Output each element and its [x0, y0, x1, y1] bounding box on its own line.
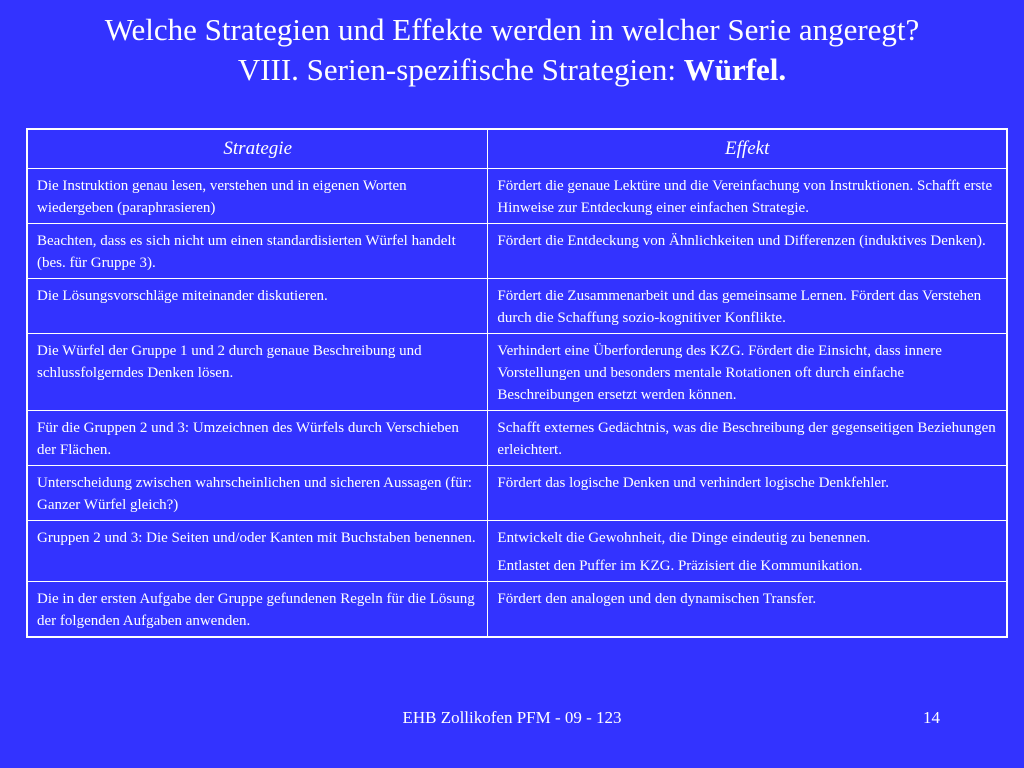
strategy-cell: Die Lösungsvorschläge miteinander diskutieren.	[27, 279, 488, 334]
strategy-cell: Beachten, dass es sich nicht um einen standardisierten Würfel handelt (bes. für Gruppe 3).	[27, 224, 488, 279]
table-row	[27, 521, 1007, 582]
table-row	[27, 582, 1007, 638]
page-number: 14	[923, 708, 940, 727]
header-strategy: Strategie	[27, 129, 488, 169]
effect-cell	[488, 582, 1007, 638]
table-row	[27, 169, 1007, 224]
effect-cell	[488, 169, 1007, 224]
effect-cell	[488, 411, 1007, 466]
strategy-cell: Unterscheidung zwischen wahrscheinlichen und sicheren Aussagen (für: Ganzer Würfel gleich?)	[27, 466, 488, 521]
table-header-row	[27, 129, 1007, 169]
effect-text: Fördert die Entdeckung von Ähnlichkeiten und Differenzen (induktives Denken).	[497, 233, 986, 249]
effect-text: Entwickelt die Gewohnheit, die Dinge eindeutig zu benennen.	[497, 530, 871, 546]
effect-cell	[488, 224, 1007, 279]
effect-cell	[488, 466, 1007, 521]
table-row	[27, 466, 1007, 521]
effect-text: Fördert das logische Denken und verhindert logische Denkfehler.	[497, 475, 889, 491]
effect-text: Fördert den analogen und den dynamischen Transfer.	[497, 591, 817, 607]
effect-cell	[488, 521, 1007, 582]
table-row	[27, 224, 1007, 279]
effect-text: Entlastet den Puffer im KZG. Präzisiert die Kommunikation.	[497, 558, 863, 574]
slide-title	[0, 10, 1024, 90]
strategy-cell: Die in der ersten Aufgabe der Gruppe gefundenen Regeln für die Lösung der folgenden Aufgaben anwenden.	[27, 582, 488, 638]
strategy-cell: Die Instruktion genau lesen, verstehen und in eigenen Worten wiedergeben (paraphrasieren)	[27, 169, 488, 224]
title-line-2	[0, 50, 1024, 90]
title-line-2-prefix: VIII. Serien-spezifische Strategien:	[237, 52, 684, 87]
title-line-1: Welche Strategien und Effekte werden in welcher Serie angeregt?	[104, 12, 920, 47]
effect-cell	[488, 334, 1007, 411]
table-row	[27, 334, 1007, 411]
effect-cell	[488, 279, 1007, 334]
footer-source: EHB Zollikofen PFM - 09 - 123	[402, 708, 622, 727]
table-row	[27, 279, 1007, 334]
title-line-2-bold: Würfel.	[683, 52, 787, 87]
effect-text: Schafft externes Gedächtnis, was die Beschreibung der gegenseitigen Beziehungen erleichtert.	[497, 420, 996, 458]
table-row	[27, 411, 1007, 466]
strategy-cell: Für die Gruppen 2 und 3: Umzeichnen des Würfels durch Verschieben der Flächen.	[27, 411, 488, 466]
effect-text: Fördert die Zusammenarbeit und das gemeinsame Lernen. Fördert das Verstehen durch die Schaffung sozio-kognitiver Konflikte.	[497, 288, 982, 326]
effect-text: Fördert die genaue Lektüre und die Vereinfachung von Instruktionen. Schafft erste Hinweise zur Entdeckung einer einfachen Strategie.	[497, 178, 993, 216]
strategy-cell: Die Würfel der Gruppe 1 und 2 durch genaue Beschreibung und schlussfolgerndes Denken lösen.	[27, 334, 488, 411]
strategy-effect-table	[26, 128, 1008, 638]
header-effect: Effekt	[488, 129, 1007, 169]
strategy-cell: Gruppen 2 und 3: Die Seiten und/oder Kanten mit Buchstaben benennen.	[27, 521, 488, 582]
table-body	[27, 169, 1007, 638]
effect-text: Verhindert eine Überforderung des KZG. Fördert die Einsicht, dass innere Vorstellungen und besonders mentale Rotationen oft durch einfache Beschreibungen ersetzt werden können.	[497, 343, 942, 403]
